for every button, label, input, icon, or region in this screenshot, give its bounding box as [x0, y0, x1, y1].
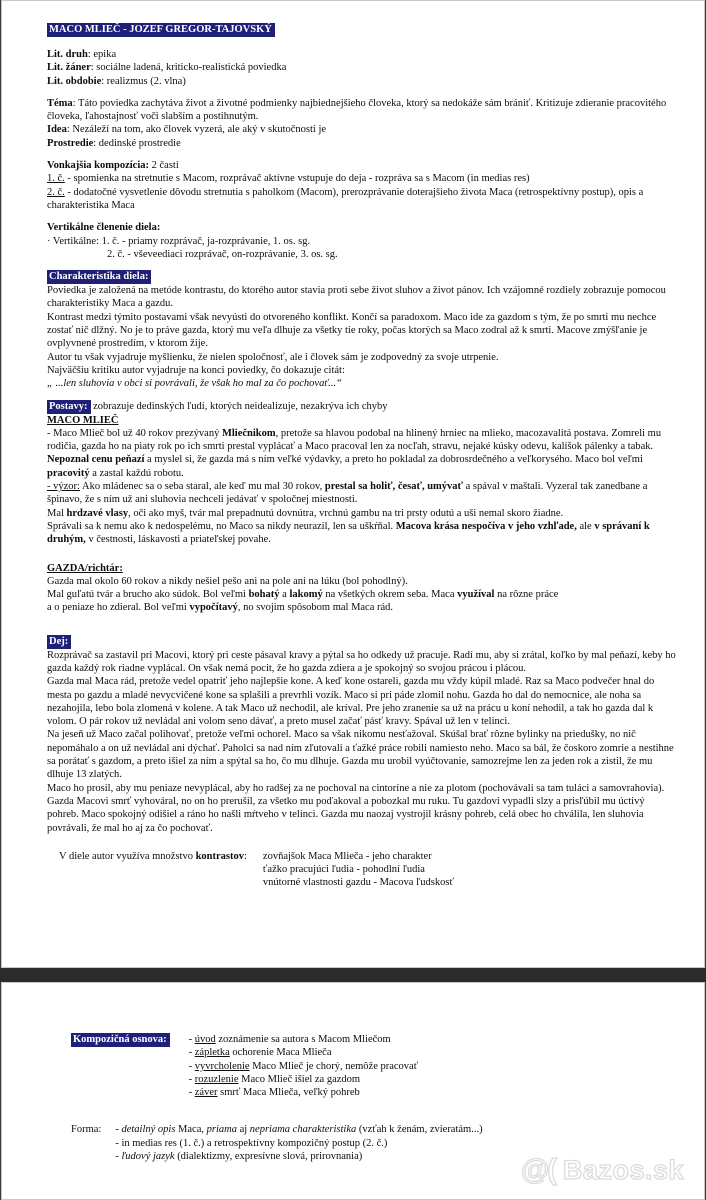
postavy-intro: zobrazuje dedinských ľudí, ktorých neidealizuje, nezakrýva ich chyby: [90, 400, 388, 412]
kontrasty-item: ťažko pracujúci ľudia - pohodlní ľudia: [262, 864, 425, 876]
dej-paragraph-2: Gazda mal Maca rád, pretože vedel opatriť jeho najlepšie kone. A keď kone ostareli, gazda mu vždy kúpil mladé. Raz sa Maco podvečer hnal do mesta po gazdu a mladé nevycvičené kone sa splašili a prevrhli vozík. Maco si pri páde zlomil nohu. Gazda ho dal do nemocnice, ale noha sa nezahojila, lebo bola zlomená v kolene. A tak Maco už nechodil, ale kríval. Pre jeho zranenie sa už na prácu u koní nehodil, a tak ho gazda dal k volom. O pár rokov už nevládal ani volom seno dávať, a preto musel začať pásť kravy. Spával už len v telinci.: [47, 676, 655, 728]
osnova-heading: Kompozičná osnova:: [71, 1033, 170, 1047]
prostredie-label: Prostredie: [47, 137, 94, 149]
vonkajsia-value: 2 časti: [149, 160, 179, 172]
lit-obdobie-value: : realizmus (2. vlna): [101, 75, 186, 87]
tema-label: Téma: [47, 97, 73, 109]
charakteristika-heading-row: [47, 270, 678, 284]
maco-p3-part-c: , oči ako myš, tvár mal prepadnutú dovnútra, vrchnú gambu na tri prsty odutú a uši nemal skoro žiadne.: [128, 507, 564, 519]
maco-paragraph-1: [47, 427, 678, 480]
vonkajsia-item-1-text: - spomienka na stretnutie s Macom, rozprávač aktívne vstupuje do deja - rozpráva sa s Macom (in medias res): [64, 173, 530, 185]
dej-paragraph-1: Rozprávač sa zastavil pri Macovi, ktorý pri ceste pásaval kravy a pýtal sa ho odkedy už pracuje. Radí mu, aby si zrátal, koľko by mal peňazí, keby ho gazda každý rok riadne vyplácal. On však nemá pocit, že ho gazda zdiera a je spokojný so svojou prácou i plácou.: [47, 649, 676, 674]
maco-p1-part-a: - Maco Mlieč bol už 40 rokov prezývaný: [47, 427, 222, 439]
idea-label: Idea: [47, 124, 67, 136]
maco-p1-part-c: , pretože sa hlavou podobal na hlinený hrniec na mlieko, macozavalitá postava. Zomreli mu rodičia, gazda ho na piaty rok po ich smrti prestal vyplácať a Maco pracoval len za nocľah, stravu, nejaké kúsky odevu, kalíšok pálenky a tabak.: [47, 427, 662, 453]
charakteristika-paragraph-2: Kontrast medzi týmito postavami však nevyústi do otvoreného konflikt. Končí sa paradoxom. Maco ide za gazdom s tým, že po smrti mu nechce zostať nič dlžný. No je to práve gazda, ktorý mu veľa dlhuje za všetky tie roky, počas ktorých sa Maco zodral až k smrti. Macove zmýšľanie je ovplyvnené prostredím, v ktorom žije.: [47, 311, 657, 350]
maco-p3-part-a: Mal: [47, 507, 67, 519]
document-page-2: [1, 982, 705, 1200]
spacer: [47, 1099, 678, 1114]
osnova-item-key: úvod: [194, 1034, 216, 1045]
postavy-heading-row: [47, 400, 678, 414]
vonkajsia-heading: [47, 159, 678, 172]
forma-item-emphasis-2: priama: [206, 1124, 237, 1136]
vertikalne-heading: [47, 221, 678, 234]
page-1-content: [47, 23, 678, 890]
dej-paragraph-4: Maco ho prosil, aby mu peniaze nevyplácal, aby ho radšej za ne pochoval na cintoríne a nie za plotom (pochovávali sa tam tuláci a samovrahovia). Gazda Macovi smrť vyhováral, no on ho prerušil, za všetko mu poďakoval a pobozkal mu ruku. Tu gazdovi vypadli slzy a prisľúbil mu úctivý pohreb. Maco spokojný odišiel a ráno ho našli mŕtveho v telinci. Gazda mu naozaj vystrojil krásny pohreb, celá obec ho chválila, len sluhovia povrávali, že mal ho aj za čo pochovať.: [47, 782, 665, 834]
gazda-p2-emphasis-1: bohatý: [248, 589, 280, 601]
osnova-block: [47, 1033, 678, 1099]
kontrasty-label-part-a: V diele autor využíva množstvo: [59, 850, 196, 862]
spacer: [47, 212, 678, 221]
spacer: [47, 615, 678, 630]
charakteristika-paragraph-4: Najväčšiu kritiku autor vyjadruje na konci poviedky, čo dokazuje citát:: [47, 364, 345, 376]
maco-paragraph-2: [47, 480, 678, 507]
osnova-item-text: Maco Mlieč išiel za gazdom: [238, 1073, 361, 1085]
spacer: [47, 261, 678, 270]
spacer: [47, 391, 678, 400]
maco-p4-part-a: Správali sa k nemu ako k nedospelému, no Maco sa nikdy neurazil, len sa uškŕňal.: [47, 520, 396, 532]
kontrasty-item: vnútorné vlastnosti gazdu - Macova ľudskosť: [262, 877, 454, 889]
lit-obdobie-label: Lit. obdobie: [47, 75, 102, 87]
charakteristika-heading: Charakteristika diela:: [47, 270, 151, 284]
kontrasty-label: [47, 850, 247, 863]
vertikalne-line-1: · Vertikálne: 1. č. - priamy rozprávač, ja-rozprávanie, 1. os. sg.: [47, 235, 311, 247]
dej-heading: Dej:: [47, 635, 71, 649]
prostredie-text: : dedinské prostredie: [93, 137, 181, 149]
osnova-item-key: zápletka: [194, 1047, 230, 1059]
tema-paragraph: [47, 97, 678, 124]
lit-obdobie-line: [47, 75, 678, 88]
idea-paragraph: [47, 123, 678, 136]
page-2-content: [47, 1033, 678, 1163]
vonkajsia-item-2-text: - dodatočné vysvetlenie dôvodu stretnutia s paholkom (Macom), prerozprávanie doterajšieho života Maca (retrospektívny postup), opis a charakteristika Maca: [47, 186, 644, 211]
maco-p1-emphasis-3: pracovitý: [47, 467, 90, 479]
page-separator: [0, 968, 706, 982]
forma-label: Forma:: [71, 1124, 102, 1136]
forma-list: [101, 1123, 482, 1163]
tema-text: : Táto poviedka zachytáva život a životné podmienky najbiednejšieho človeka, ktorý sa nedokáže sám brániť. Kritizuje zdieranie pracovitého človeka, ľahostajnosť voči slabším a postihnutým.: [47, 97, 667, 123]
kontrasty-list: [247, 850, 454, 890]
osnova-item-text: zoznámenie sa autora s Macom Mliečom: [215, 1034, 391, 1045]
maco-vyzor-label: - výzor:: [47, 481, 80, 493]
forma-item-part-c: (dialektizmy, expresívne slová, prirovnania): [174, 1151, 363, 1163]
maco-p4-part-c: ale: [576, 520, 595, 532]
document-title-row: [47, 23, 678, 37]
maco-p1-part-g: a zastal každú robotu.: [89, 467, 184, 479]
osnova-item-marker: -: [188, 1073, 195, 1085]
maco-p4-emphasis-1: Macova krása nespočíva v jeho vzhľade,: [395, 520, 577, 532]
vonkajsia-label: Vonkajšia kompozícia:: [47, 160, 150, 172]
bazos-watermark-text: Bazos.sk: [562, 1155, 684, 1185]
osnova-item: [189, 1060, 419, 1073]
lit-druh-value: : epika: [87, 49, 117, 60]
bazos-watermark: [521, 1154, 684, 1187]
forma-item: [115, 1123, 482, 1136]
vonkajsia-item-1-marker: 1. č.: [47, 173, 65, 185]
postavy-heading: Postavy:: [47, 400, 91, 414]
maco-p1-part-e: a myslel si, že gazda má s ním veľké výdavky, a preto ho pokladal za dobrosrdečného a veľkorysého. Maco bol veľmi: [144, 454, 643, 466]
vertikalne-heading-text: Vertikálne členenie diela:: [47, 222, 161, 234]
gazda-p2-part-e: na všetkých okrem seba. Maca: [322, 589, 458, 601]
gazda-p3-part-c: , no svojim spôsobom mal Maca rád.: [237, 602, 394, 614]
forma-item-emphasis-1: ľudový jazyk: [121, 1151, 175, 1163]
spacer: [47, 39, 678, 48]
spacer: [47, 150, 678, 159]
maco-p2-emphasis-1: prestal sa holiť, česať, umývať: [324, 481, 464, 493]
dej-heading-row: [47, 635, 678, 649]
osnova-item-key: rozuzlenie: [194, 1073, 239, 1085]
lit-zaner-line: [47, 61, 678, 74]
spacer: [47, 1114, 678, 1123]
osnova-item-text: Maco Mlieč je chorý, nemôže pracovať: [249, 1060, 419, 1072]
gazda-p2-part-g: na rôzne práce: [494, 589, 559, 601]
kontrasty-label-emphasis: kontrastov: [195, 850, 244, 862]
maco-p2-part-c: a spával v maštali. Vyzeral tak zanedbane a špinavo, že s ním už ani sluhovia nechceli jedávať v spoločnej miestnosti.: [47, 481, 648, 506]
spacer: [47, 88, 678, 97]
lit-druh-label: Lit. druh: [47, 49, 88, 60]
gazda-p2-emphasis-3: využíval: [457, 589, 495, 601]
document-page-1: [1, 0, 705, 968]
vonkajsia-item-1: [47, 172, 678, 185]
forma-item-part-g: (vzťah k ženám, zvieratám...): [356, 1124, 483, 1136]
osnova-heading-wrap: [71, 1033, 170, 1047]
gazda-p2-part-c: a: [279, 589, 290, 601]
kontrasty-item: zovňajšok Maca Mlieča - jeho charakter: [262, 850, 432, 862]
osnova-item: [189, 1086, 419, 1099]
forma-item-part-c: Maca,: [175, 1124, 207, 1136]
forma-item-emphasis-3: nepriama charakteristika: [249, 1124, 357, 1136]
maco-paragraph-4: [47, 520, 678, 547]
vertikalne-line-2: 2. č. - vševeediaci rozprávač, on-rozprávanie, 3. os. sg.: [107, 248, 338, 260]
gazda-paragraph-3: [47, 601, 678, 614]
charakteristika-paragraph-1: Poviedka je založená na metóde kontrastu, do ktorého autor stavia proti sebe život sluhov a život pánov. Ich vzájomné rozdiely zobrazuje pomocou charakteristiky Maca a gazdu.: [47, 285, 666, 310]
lit-druh-line: [47, 48, 678, 61]
gazda-paragraph-2: [47, 588, 678, 601]
osnova-item: [189, 1073, 419, 1086]
gazda-p3-part-a: a o peniaze ho zdieral. Bol veľmi: [47, 602, 190, 614]
osnova-item-text: ochorenie Maca Mlieča: [229, 1047, 332, 1059]
gazda-paragraph-1: Gazda mal okolo 60 rokov a nikdy nešiel pešo ani na pole ani na lúku (bol pohodlný).: [47, 575, 408, 587]
osnova-item-key: záver: [194, 1087, 218, 1099]
gazda-p2-emphasis-2: lakomý: [289, 589, 323, 601]
vonkajsia-item-2-marker: 2. č.: [47, 186, 65, 198]
osnova-item-marker: -: [188, 1060, 195, 1072]
gazda-p2-part-a: Mal guľatú tvár a brucho ako súdok. Bol veľmi: [47, 589, 249, 601]
dej-paragraph-3: Na jeseň už Maco začal polihovať, pretože veľmi ochorel. Maco sa však nikomu nesťažoval. Skúšal brať rôzne bylinky na priedušky, no nič nepomáhalo a on už nevládal ani dýchať. Paholci sa nad ním zľutovali a ťažké práce robili namiesto neho. Maco sa bál, že čoskoro zomrie a nestihne sa porátať s gazdom, a preto išiel za ním a spýtal sa ho, čo mu dlhuje. Gazda mu urobil vyúčtovanie, samozrejme len za jeden rok a zistil, že mu dlhuje 13 zlatých.: [47, 729, 674, 781]
prostredie-paragraph: [47, 137, 678, 150]
kontrasty-block: [47, 850, 678, 890]
gazda-p3-emphasis-1: vypočítavý: [189, 602, 238, 614]
lit-zaner-value: : sociálne ladená, kriticko-realistická poviedka: [90, 62, 287, 74]
maco-p4-part-e: v čestnosti, láskavosti a priateľskej povahe.: [85, 534, 271, 546]
forma-item-part-e: aj: [236, 1124, 250, 1136]
charakteristika-paragraph-3: Autor tu však vyjadruje myšlienku, že nielen spoločnosť, ale i človek sám je zodpovedný za svoje utrpenie.: [47, 351, 499, 363]
forma-item: [115, 1150, 482, 1163]
maco-p1-emphasis-1: Mliečnikom: [221, 427, 276, 439]
page-title: MACO MLIEČ - JOZEF GREGOR-TAJOVSKÝ: [47, 23, 275, 37]
osnova-item-marker: -: [188, 1087, 195, 1099]
spacer: [47, 835, 678, 850]
forma-item-marker: -: [115, 1124, 122, 1136]
osnova-item-marker: -: [188, 1034, 195, 1045]
idea-text: : Nezáleží na tom, ako človek vyzerá, ale aký v skutočnosti je: [66, 124, 327, 136]
maco-p4-emphasis-2: v správaní k druhým,: [47, 520, 650, 546]
maco-paragraph-3: [47, 507, 678, 520]
forma-item-emphasis-1: detailný opis: [121, 1124, 176, 1136]
osnova-item-text: smrť Maca Mlieča, veľký pohreb: [217, 1087, 360, 1099]
maco-p2-part-a: Ako mládenec sa o seba staral, ale keď mu mal 30 rokov,: [79, 481, 325, 493]
gazda-heading: GAZDA/richtár:: [47, 562, 123, 574]
forma-item-marker: -: [115, 1151, 122, 1163]
osnova-list: [170, 1033, 419, 1099]
osnova-item: [189, 1046, 419, 1059]
osnova-item-marker: -: [188, 1047, 195, 1059]
osnova-item: [189, 1033, 419, 1046]
charakteristika-quote: „ ...len sluhovia v obci si povrávali, že však ho mal za čo pochovať...“: [47, 378, 342, 390]
forma-item: - in medias res (1. č.) a retrospektívny kompozičný postup (2. č.): [115, 1137, 388, 1149]
bazos-logo-icon: @(: [520, 1154, 555, 1186]
maco-p3-emphasis-1: hrdzavé vlasy: [66, 507, 129, 519]
lit-zaner-label: Lit. žáner: [47, 62, 91, 74]
kontrasty-label-part-c: :: [244, 850, 247, 862]
maco-heading: MACO MLIEČ: [47, 414, 119, 426]
maco-p1-emphasis-2: Nepoznal cenu peňazí: [47, 454, 145, 466]
spacer: [47, 547, 678, 562]
vonkajsia-item-2: [47, 186, 678, 213]
osnova-item-key: vyvrcholenie: [194, 1060, 250, 1072]
